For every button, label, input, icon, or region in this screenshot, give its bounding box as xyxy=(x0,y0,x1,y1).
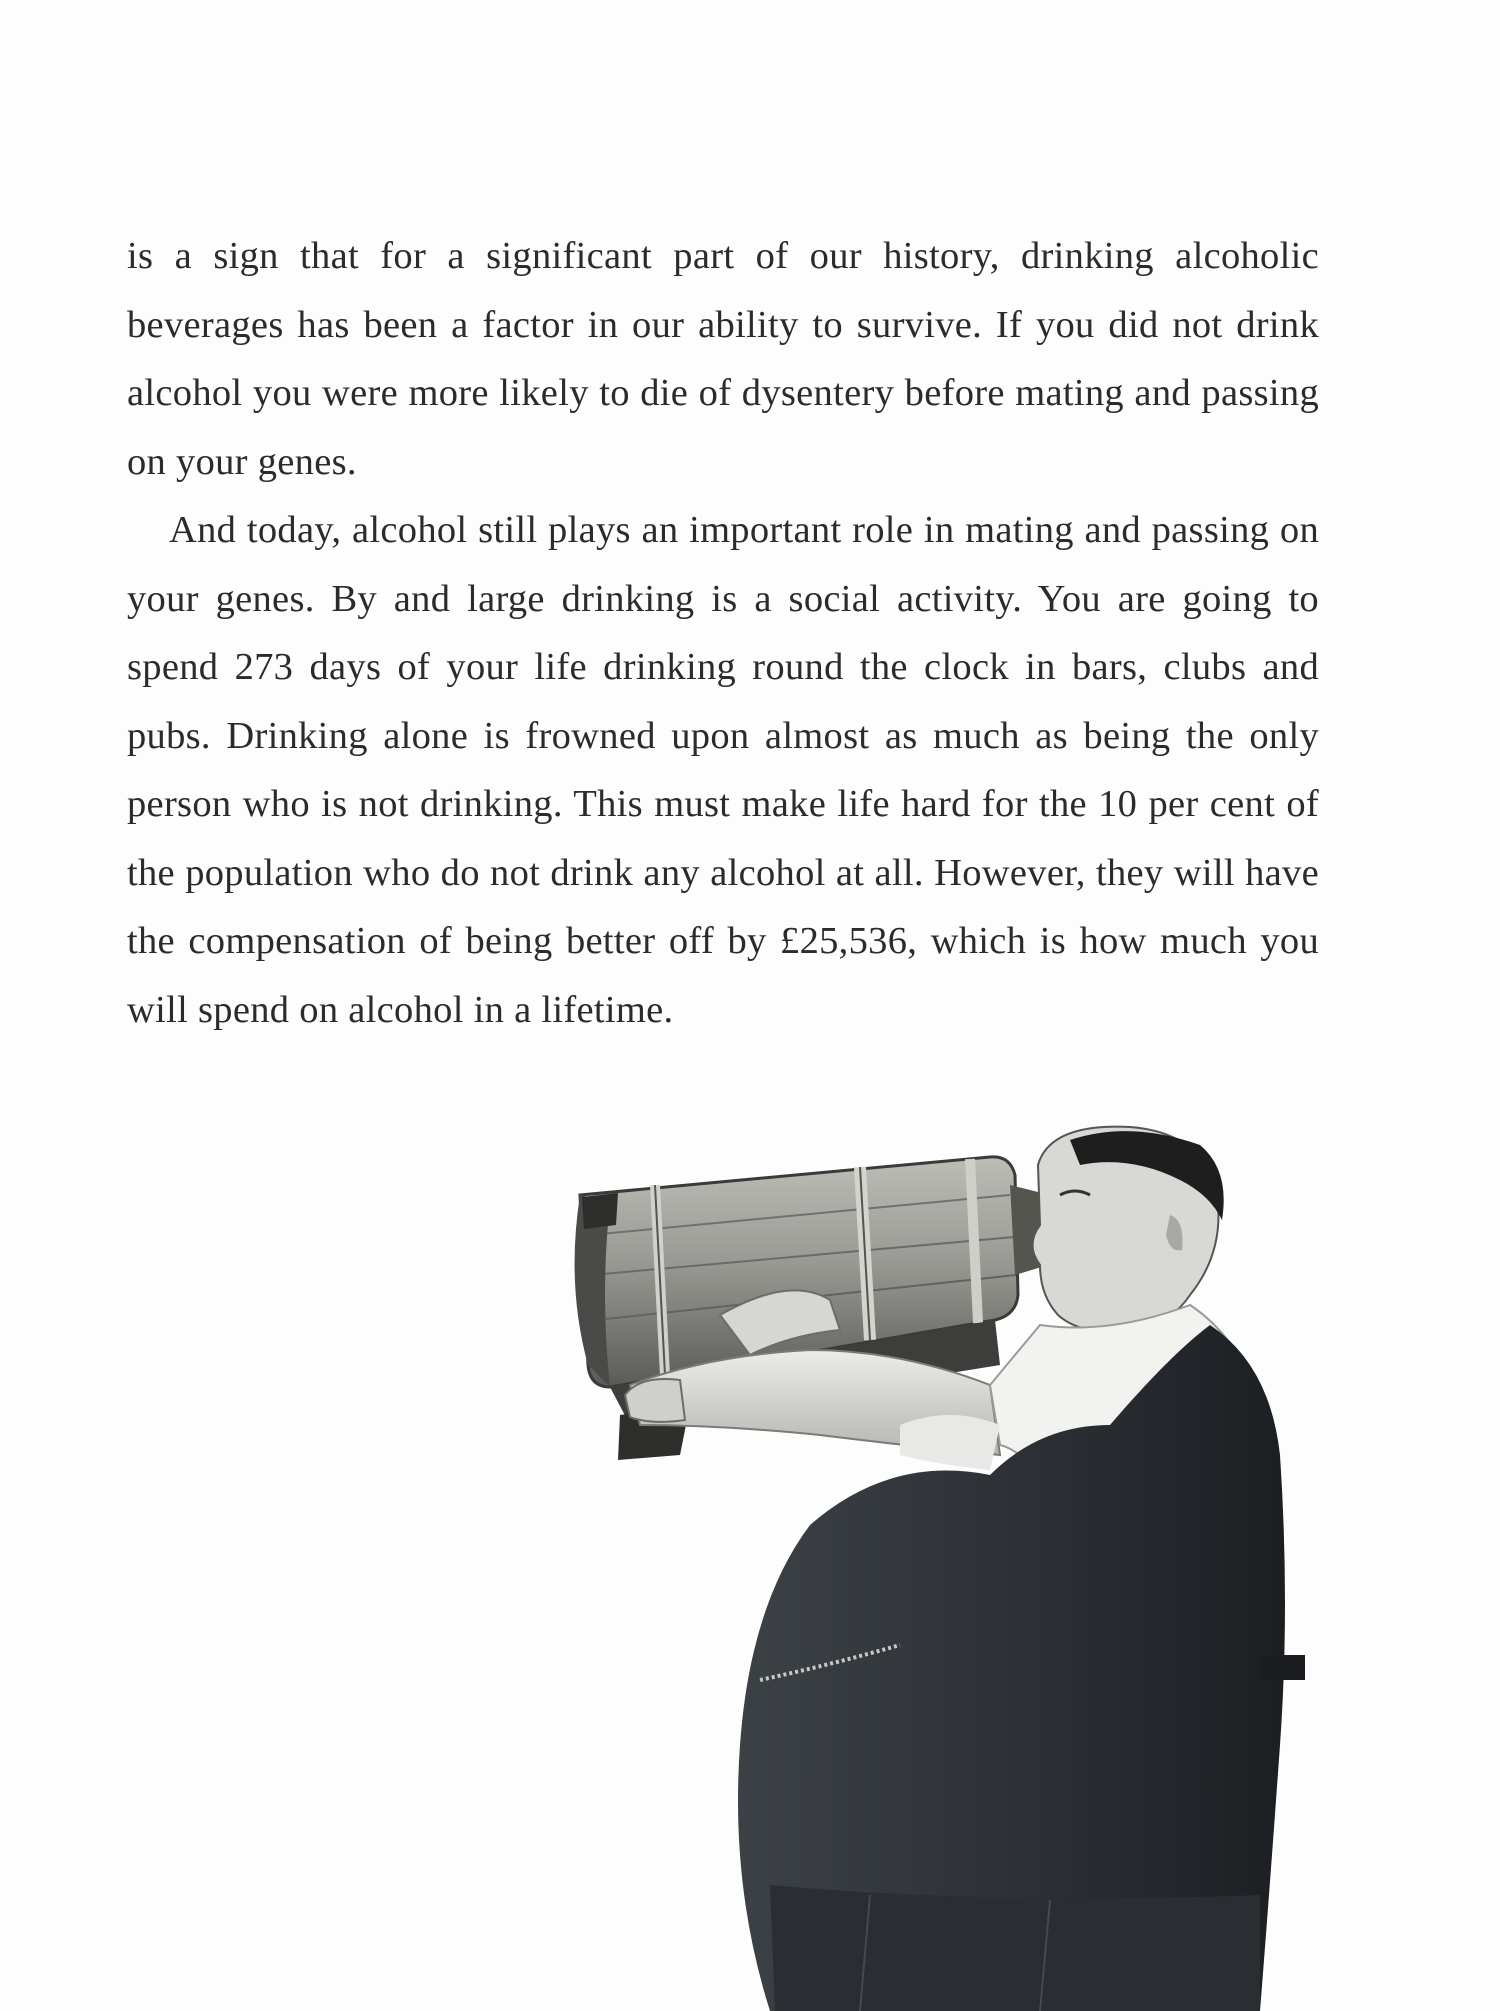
head xyxy=(1033,1127,1224,1334)
paragraph-1: is a sign that for a significant part of our history, drinking alcoholic beverages has been a factor in our ability to survive. If you did not drink alcohol you were more likely to die of dysentery before mating and passing on your genes. xyxy=(127,235,1319,483)
body-text xyxy=(127,222,1319,1044)
man-drinking-from-barrel-photo xyxy=(570,1125,1360,2011)
paragraph-2: And today, alcohol still plays an important role in mating and passing on your genes. By and large drinking is a social activity. You are going to spend 273 days of your life drinking round the clock in bars, clubs and pubs. Drinking alone is frowned upon almost as much as being the only person who is not drinking. This must make life hard for the 10 per cent of the population who do not drink any alcohol at all. However, they will have the compensation of being better off by £25,536, which is how much you will spend on alcohol in a lifetime. xyxy=(127,509,1319,1031)
